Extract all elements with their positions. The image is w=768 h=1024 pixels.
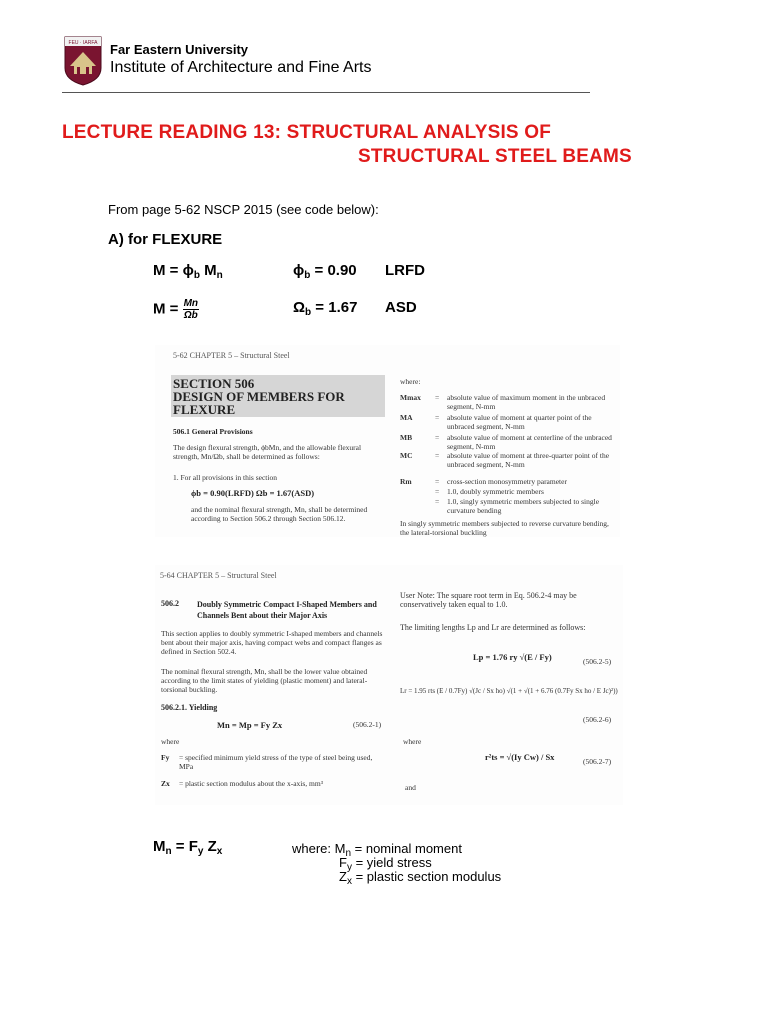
def-sym-rm: Rm <box>400 477 412 486</box>
scan2-sec-title: Doubly Symmetric Compact I-Shaped Members and Channels Bent about their Major Axis <box>197 600 377 620</box>
def-sym-ma: MA <box>400 413 413 422</box>
equation-asd: M = $\frac{Mn}{\Omega b}$ <box>153 298 199 321</box>
nscp-excerpt-page-5-62: 5-62 CHAPTER 5 – Structural Steel SECTION 506 DESIGN OF MEMBERS FOR FLEXURE 506.1 General Provisions The design flexural strength, ϕbMn, and the allowable flexural strength, Mn/Ωb, shall be determined as follows: 1. For all provisions in this section ϕb = 0.90(LRFD) Ωb = 1.67(ASD) and the nominal flexural strength, Mn, shall be determined according to Section 506.2 through Section 506.12. where: Mmax = absolute value of maximum moment in the unbraced segment, N-mm MA = absolute value of moment at quarter point of the unbraced segment, N-mm MB = absolute value of moment at centerline of the unbraced segment, N-mm MC = absolute value of moment at three-quarter point of the unbraced segment, N-mm Rm = cross-section monosymmetry parameter = 1.0, doubly symmetric members = 1.0, singly symmetric members subjected to single curvature bending In singly symmetric members subjected to reverse curvature bending, the lateral-torsional buckling <box>155 345 620 537</box>
scan2-header: 5-64 CHAPTER 5 – Structural Steel <box>160 571 277 580</box>
def-text-mb: absolute value of moment at centerline of the unbraced segment, N-mm <box>447 433 612 451</box>
svg-text:FEU · IARFA: FEU · IARFA <box>68 40 98 46</box>
scan2-lr-eq: Lr = 1.95 rts (E / 0.7Fy) √(Jc / Sx ho) √(1 + √(1 + 6.76 (0.7Fy Sx ho / E Jc)²)) <box>400 687 618 695</box>
university-logo <box>64 36 102 86</box>
scan2-lp-no: (506.2-5) <box>583 657 612 666</box>
scan1-item1: 1. For all provisions in this section <box>173 473 277 482</box>
section-title-2: DESIGN OF MEMBERS FOR <box>173 389 345 404</box>
lrfd-label: LRFD <box>385 262 425 279</box>
scan2-para2: The nominal flexural strength, Mn, shall be the lower value obtained according to the limit states of yielding (plastic moment) and lateral-torsional buckling. <box>161 667 368 694</box>
scan2-user-note: User Note: The square root term in Eq. 506.2-4 may be conservatively taken equal to 1.0. <box>400 591 577 609</box>
institute-name: Institute of Architecture and Fine Arts <box>110 59 372 76</box>
section-a-heading: A) for FLEXURE <box>108 231 223 248</box>
scan2-para1: This section applies to doubly symmetric I-shaped members and channels bent about their major axis, having compact webs and compact flanges as defined in Section 502.4. <box>161 629 383 656</box>
def-text-mmax: absolute value of maximum moment in the unbraced segment, N-mm <box>447 393 606 411</box>
definition-zx: $Z_x$ = plastic section modulus <box>339 869 502 887</box>
nscp-excerpt-page-5-64 <box>155 565 623 805</box>
def-text-rm-singly: 1.0, singly symmetric members subjected to single curvature bending <box>447 497 600 515</box>
scan2-and: and <box>405 783 416 792</box>
scan2-yield-eq: Mn = Mp = Fy Zx <box>217 720 283 730</box>
asd-factor: $\Omega_b = 1.67$ <box>293 299 358 318</box>
def-sym-mmax: Mmax <box>400 393 421 402</box>
lecture-title-line2: STRUCTURAL STEEL BEAMS <box>358 146 632 167</box>
scan2-lp-eq: Lp = 1.76 ry √(E / Fy) <box>473 652 552 662</box>
def-sym-mc: MC <box>400 451 413 460</box>
scan2-fy-def: = specified minimum yield stress of the type of steel being used, MPa <box>179 753 373 771</box>
scan2-rts-no: (506.2-7) <box>583 757 612 766</box>
scan2-where: where <box>161 737 180 746</box>
yield-moment-equation: $M_n = F_y$ $Z_x$ <box>153 838 223 857</box>
scan2-yield-no: (506.2-1) <box>353 720 382 729</box>
scan2-zx-def: = plastic section modulus about the x-axis, mm³ <box>179 779 323 788</box>
scan1-header: 5-62 CHAPTER 5 – Structural Steel <box>173 351 290 360</box>
intro-text: From page 5-62 NSCP 2015 (see code below): <box>108 202 379 217</box>
scan1-equation: ϕb = 0.90(LRFD) Ωb = 1.67(ASD) <box>191 488 315 498</box>
scan1-tail: In singly symmetric members subjected to reverse curvature bending, the lateral-torsional buckling <box>400 519 609 537</box>
def-text-ma: absolute value of moment at quarter point of the unbraced segment, N-mm <box>447 413 592 431</box>
definition-mn: where: $M_n$ = nominal moment <box>292 841 462 859</box>
scan2-fy-sym: Fy <box>161 753 170 762</box>
scan2-limit: The limiting lengths Lp and Lr are determined as follows: <box>400 623 586 632</box>
scan2-yield-head: 506.2.1. Yielding <box>161 703 218 712</box>
scan2-sec-num: 506.2 <box>161 599 179 608</box>
def-text-mc: absolute value of moment at three-quarter point of the unbraced segment, N-mm <box>447 451 610 469</box>
scan1-where: where: <box>400 377 421 386</box>
scan2-rts-eq: r²ts = √(Iy Cw) / Sx <box>485 752 555 762</box>
def-sym-mb: MB <box>400 433 413 442</box>
scan2-where2: where <box>403 737 422 746</box>
definition-fy: $F_y$ = yield stress <box>339 855 432 873</box>
scan2-zx-sym: Zx <box>161 779 170 788</box>
equation-lrfd: $M = \phi_b$ $M_n$ <box>153 262 223 281</box>
asd-label: ASD <box>385 299 417 316</box>
def-text-rm-doubly: 1.0, doubly symmetric members <box>447 487 544 496</box>
scan1-para2: and the nominal flexural strength, Mn, shall be determined according to Section 506.2 through Section 506.12. <box>191 505 368 523</box>
section-title-3: FLEXURE <box>173 402 236 417</box>
scan1-para1: The design flexural strength, ϕbMn, and the allowable flexural strength, Mn/Ωb, shall be determined as follows: <box>173 443 362 461</box>
section-title-1: SECTION 506 <box>173 376 255 391</box>
def-text-rm: cross-section monosymmetry parameter <box>447 477 567 486</box>
university-name: Far Eastern University <box>110 42 249 57</box>
lrfd-factor: $\phi_b = 0.90$ <box>293 262 357 281</box>
lecture-title-line1: LECTURE READING 13: STRUCTURAL ANALYSIS OF <box>62 122 552 143</box>
scan2-lr-no: (506.2-6) <box>583 715 612 724</box>
scan1-subhead: 506.1 General Provisions <box>173 427 253 436</box>
header-divider <box>62 92 590 93</box>
